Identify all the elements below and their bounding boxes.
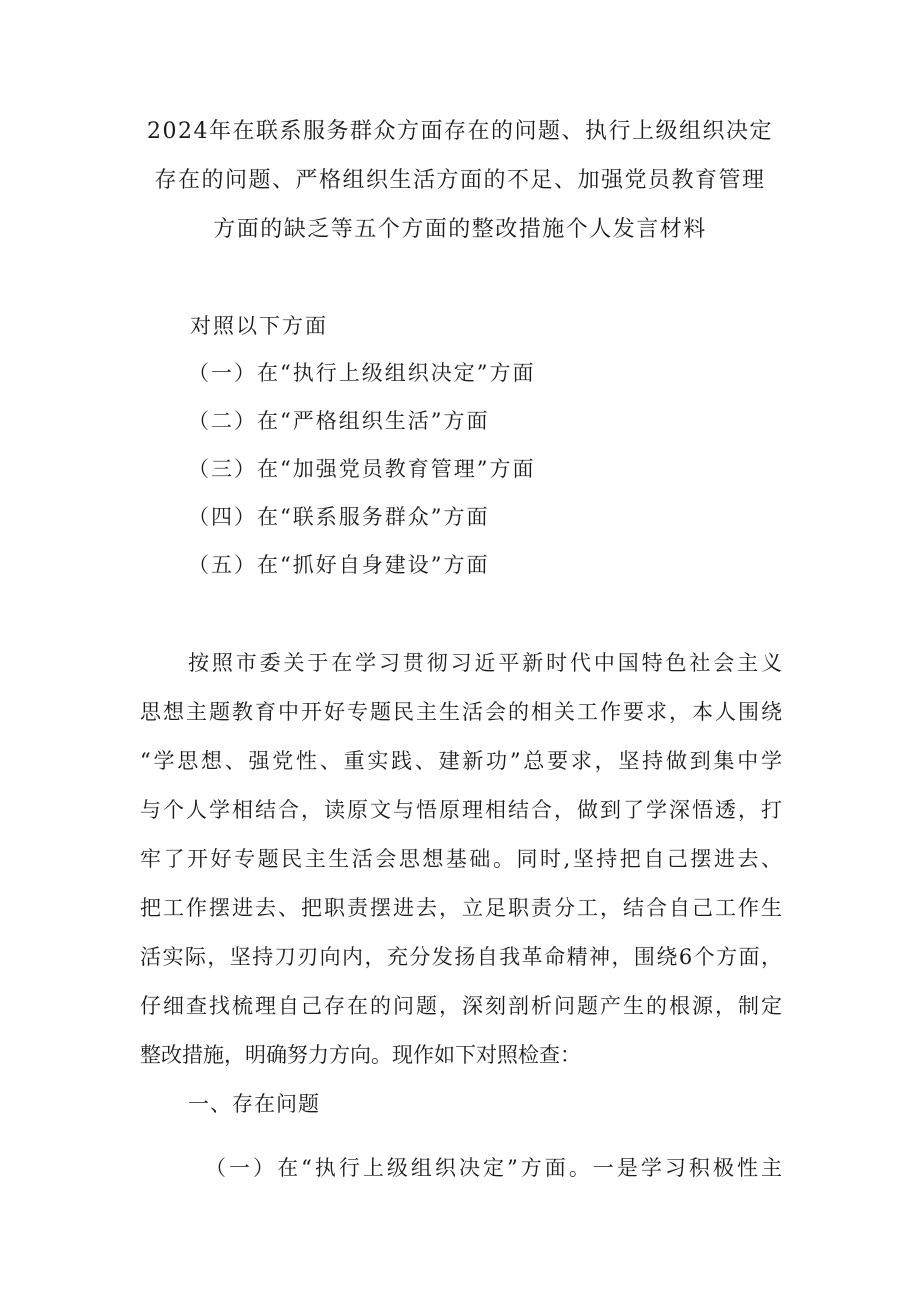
outline-item-1: （一）在“执行上级组织决定”方面 xyxy=(188,361,536,385)
body-paragraph-line-3: “学思想、强党性、重实践、建新功”总要求，坚持做到集中学 xyxy=(140,749,782,773)
outline-item-5: （五）在“抓好自身建设”方面 xyxy=(188,553,490,577)
outline-item-4: （四）在“联系服务群众”方面 xyxy=(188,505,490,529)
outline-item-3: （三）在“加强党员教育管理”方面 xyxy=(188,457,536,481)
body-paragraph-line-5: 牢了开好专题民主生活会思想基础。同时,坚持把自己摆进去、 xyxy=(140,847,782,871)
outline-item-2: （二）在“严格组织生活”方面 xyxy=(188,409,490,433)
sub-heading-line: （一）在“执行上级组织决定”方面。一是学习积极性主 xyxy=(205,1156,782,1180)
body-paragraph-line-1: 按照市委关于在学习贯彻习近平新时代中国特色社会主义 xyxy=(188,651,782,675)
document-title-line-3: 方面的缺乏等五个方面的整改措施个人发言材料 xyxy=(213,217,707,242)
section-heading: 一、存在问题 xyxy=(188,1092,320,1116)
document-title-line-1: 2024年在联系服务群众方面存在的问题、执行上级组织决定 xyxy=(147,119,773,144)
body-paragraph-line-7: 活实际，坚持刀刃向内，充分发扬自我革命精神，围绕6个方面， xyxy=(140,945,782,969)
body-paragraph-line-8: 仔细查找梳理自己存在的问题，深刻剖析问题产生的根源，制定 xyxy=(140,994,782,1018)
body-paragraph-line-2: 思想主题教育中开好专题民主生活会的相关工作要求，本人围绕 xyxy=(140,700,782,724)
document-title-line-2: 存在的问题、严格组织生活方面的不足、加强党员教育管理 xyxy=(154,168,766,193)
body-paragraph-line-9: 整改措施，明确努力方向。现作如下对照检查： xyxy=(140,1043,581,1067)
body-paragraph-line-6: 把工作摆进去、把职责摆进去，立足职责分工，结合自己工作生 xyxy=(140,896,782,920)
outline-intro: 对照以下方面 xyxy=(190,314,328,338)
body-paragraph-line-4: 与个人学相结合，读原文与悟原理相结合，做到了学深悟透，打 xyxy=(140,798,782,822)
